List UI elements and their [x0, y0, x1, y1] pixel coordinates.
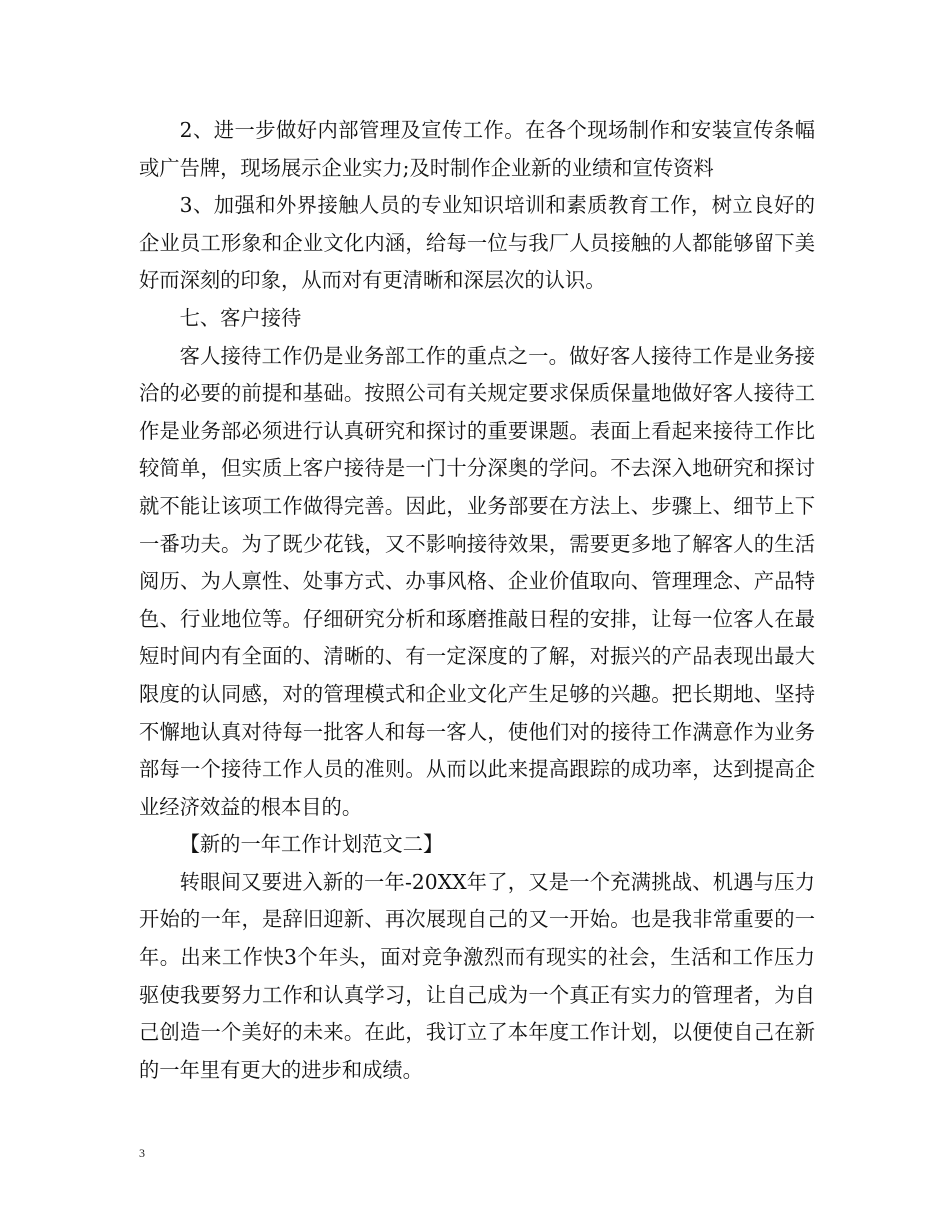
paragraph-customer-reception: 客人接待工作仍是业务部工作的重点之一。做好客人接待工作是业务接洽的必要的前提和基础。按照公司有关规定要求保质保量地做好客人接待工作是业务部必须进行认真研究和探讨的重要课题。表面上看起来接待工作比较简单，但实质上客户接待是一门十分深奥的学问。不去深入地研究和探讨就不能让该项工作做得完善。因此，业务部要在方法上、步骤上、细节上下一番功夫。为了既少花钱，又不影响接待效果，需要更多地了解客人的生活阅历、为人禀性、处事方式、办事风格、企业价值取向、管理理念、产品特色、行业地位等。仔细研究分析和琢磨推敲日程的安排，让每一位客人在最短时间内有全面的、清晰的、有一定深度的了解，对振兴的产品表现出最大限度的认同感，对的管理模式和企业文化产生足够的兴趣。把长期地、坚持不懈地认真对待每一批客人和每一客人，使他们对的接待工作满意作为业务部每一个接待工作人员的准则。从而以此来提高跟踪的成功率，达到提高企业经济效益的根本目的。	[139, 343, 815, 819]
page-number: 3	[139, 1146, 145, 1160]
section-heading-sample-two: 【新的一年工作计划范文二】	[179, 832, 444, 857]
paragraph-item-2: 2、进一步做好内部管理及宣传工作。在各个现场制作和安装宣传条幅或广告牌，现场展示企业实力;及时制作企业新的业绩和宣传资料	[139, 118, 815, 180]
paragraph-item-3: 3、加强和外界接触人员的专业知识培训和素质教育工作，树立良好的企业员工形象和企业文化内涵，给每一位与我厂人员接触的人都能够留下美好而深刻的印象，从而对有更清晰和深层次的认识。	[139, 193, 815, 293]
document-body	[139, 112, 815, 1089]
section-heading-customer-reception: 七、客户接待	[179, 305, 302, 330]
paragraph-new-year-plan: 转眼间又要进入新的一年-20XX年了，又是一个充满挑战、机遇与压力开始的一年，是辞旧迎新、再次展现自己的又一开始。也是我非常重要的一年。出来工作快3个年头，面对竞争激烈而有现实的社会，生活和工作压力驱使我要努力工作和认真学习，让自己成为一个真正有实力的管理者，为自己创造一个美好的未来。在此，我订立了本年度工作计划，以便使自己在新的一年里有更大的进步和成绩。	[139, 869, 815, 1082]
